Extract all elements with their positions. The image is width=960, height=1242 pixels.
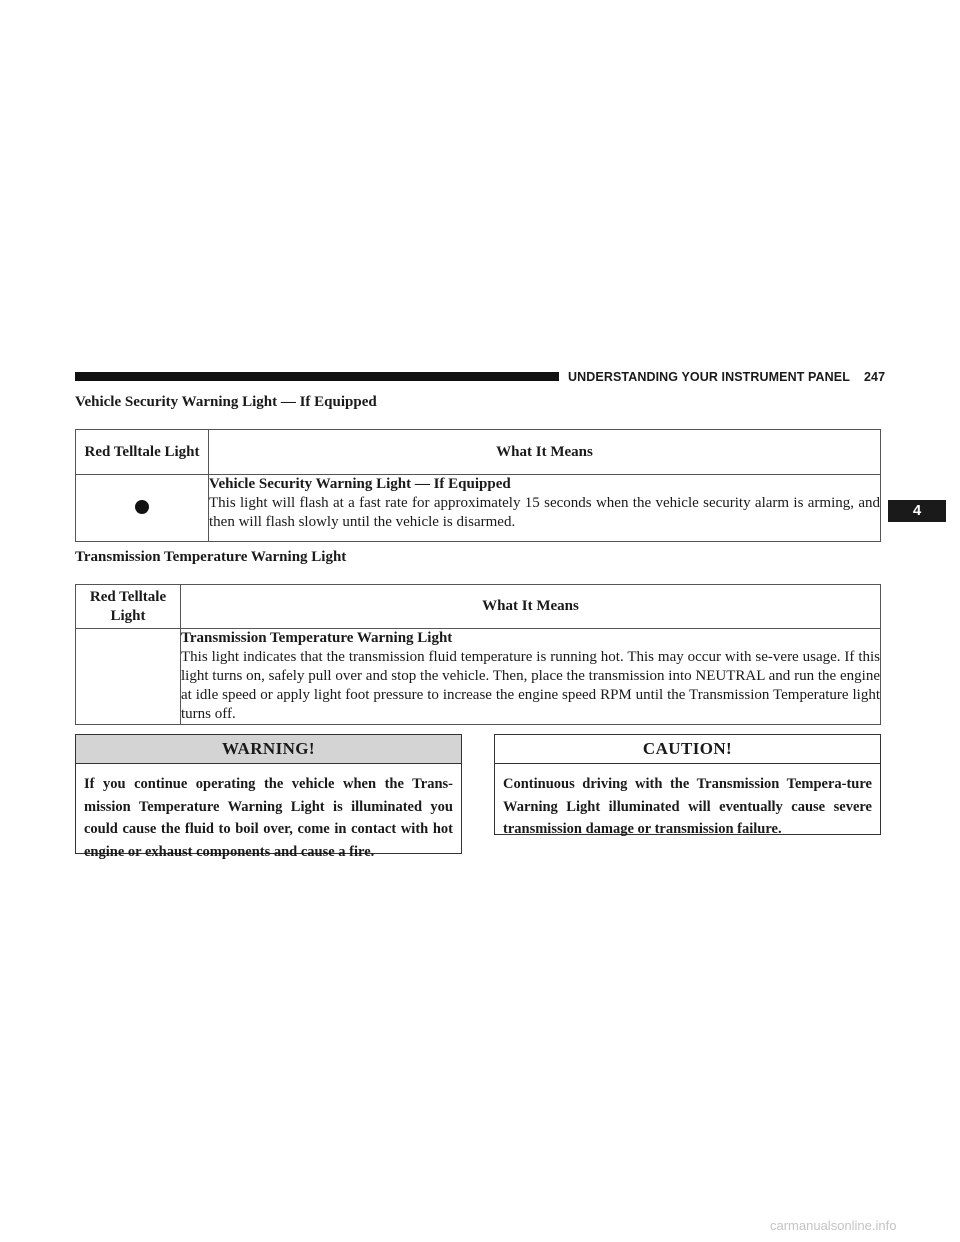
table-header-row [76, 430, 881, 475]
caution-box [494, 734, 881, 835]
page-header [568, 370, 885, 384]
header-title: UNDERSTANDING YOUR INSTRUMENT PANEL [568, 370, 850, 384]
header-rule [75, 372, 559, 381]
meaning-cell [181, 629, 881, 725]
light-description: This light indicates that the transmission fluid temperature is running hot. This may occur with se-vere usage. If this light turns on, safely pull over and stop the vehicle. Then, place the transmission into NEUTRAL and run the engine at idle speed or apply light foot pressure to increase the engine speed RPM until the Transmission Temperature light turns off. [181, 649, 880, 722]
watermark: carmanualsonline.info [770, 1218, 897, 1233]
caution-title: CAUTION! [495, 735, 880, 764]
telltale-table-transmission [75, 584, 881, 725]
chapter-tab: 4 [888, 500, 946, 522]
telltale-cell [76, 629, 181, 725]
section-title-transmission: Transmission Temperature Warning Light [75, 549, 347, 565]
warning-title: WARNING! [76, 735, 461, 764]
warning-box [75, 734, 462, 860]
telltale-cell [76, 475, 209, 542]
light-name: Vehicle Security Warning Light — If Equipped [209, 476, 511, 492]
red-dot-icon [135, 500, 149, 514]
col-header-meaning: What It Means [209, 430, 881, 475]
light-name: Transmission Temperature Warning Light [181, 630, 453, 646]
col-header-meaning: What It Means [181, 585, 881, 629]
caution-text: Continuous driving with the Transmission Tempera-ture Warning Light illuminated will eventually cause severe transmission damage or transmission failure. [503, 776, 872, 837]
table-header-row [76, 585, 881, 629]
light-description: This light will flash at a fast rate for approximately 15 seconds when the vehicle security alarm is arming, and then will flash slowly until the vehicle is disarmed. [209, 495, 880, 530]
page-number: 247 [863, 370, 886, 384]
table-row [76, 629, 881, 725]
section-title-security: Vehicle Security Warning Light — If Equipped [75, 394, 377, 410]
warning-text: If you continue operating the vehicle when the Trans-mission Temperature Warning Light is illuminated you could cause the fluid to boil over, come in contact with hot engine or exhaust components and cause a fire. [84, 776, 453, 860]
telltale-table-security [75, 429, 881, 542]
col-header-telltale: Red Telltale Light [76, 430, 209, 475]
meaning-cell [209, 475, 881, 542]
col-header-telltale: Red Telltale Light [76, 585, 181, 629]
table-row [76, 475, 881, 542]
